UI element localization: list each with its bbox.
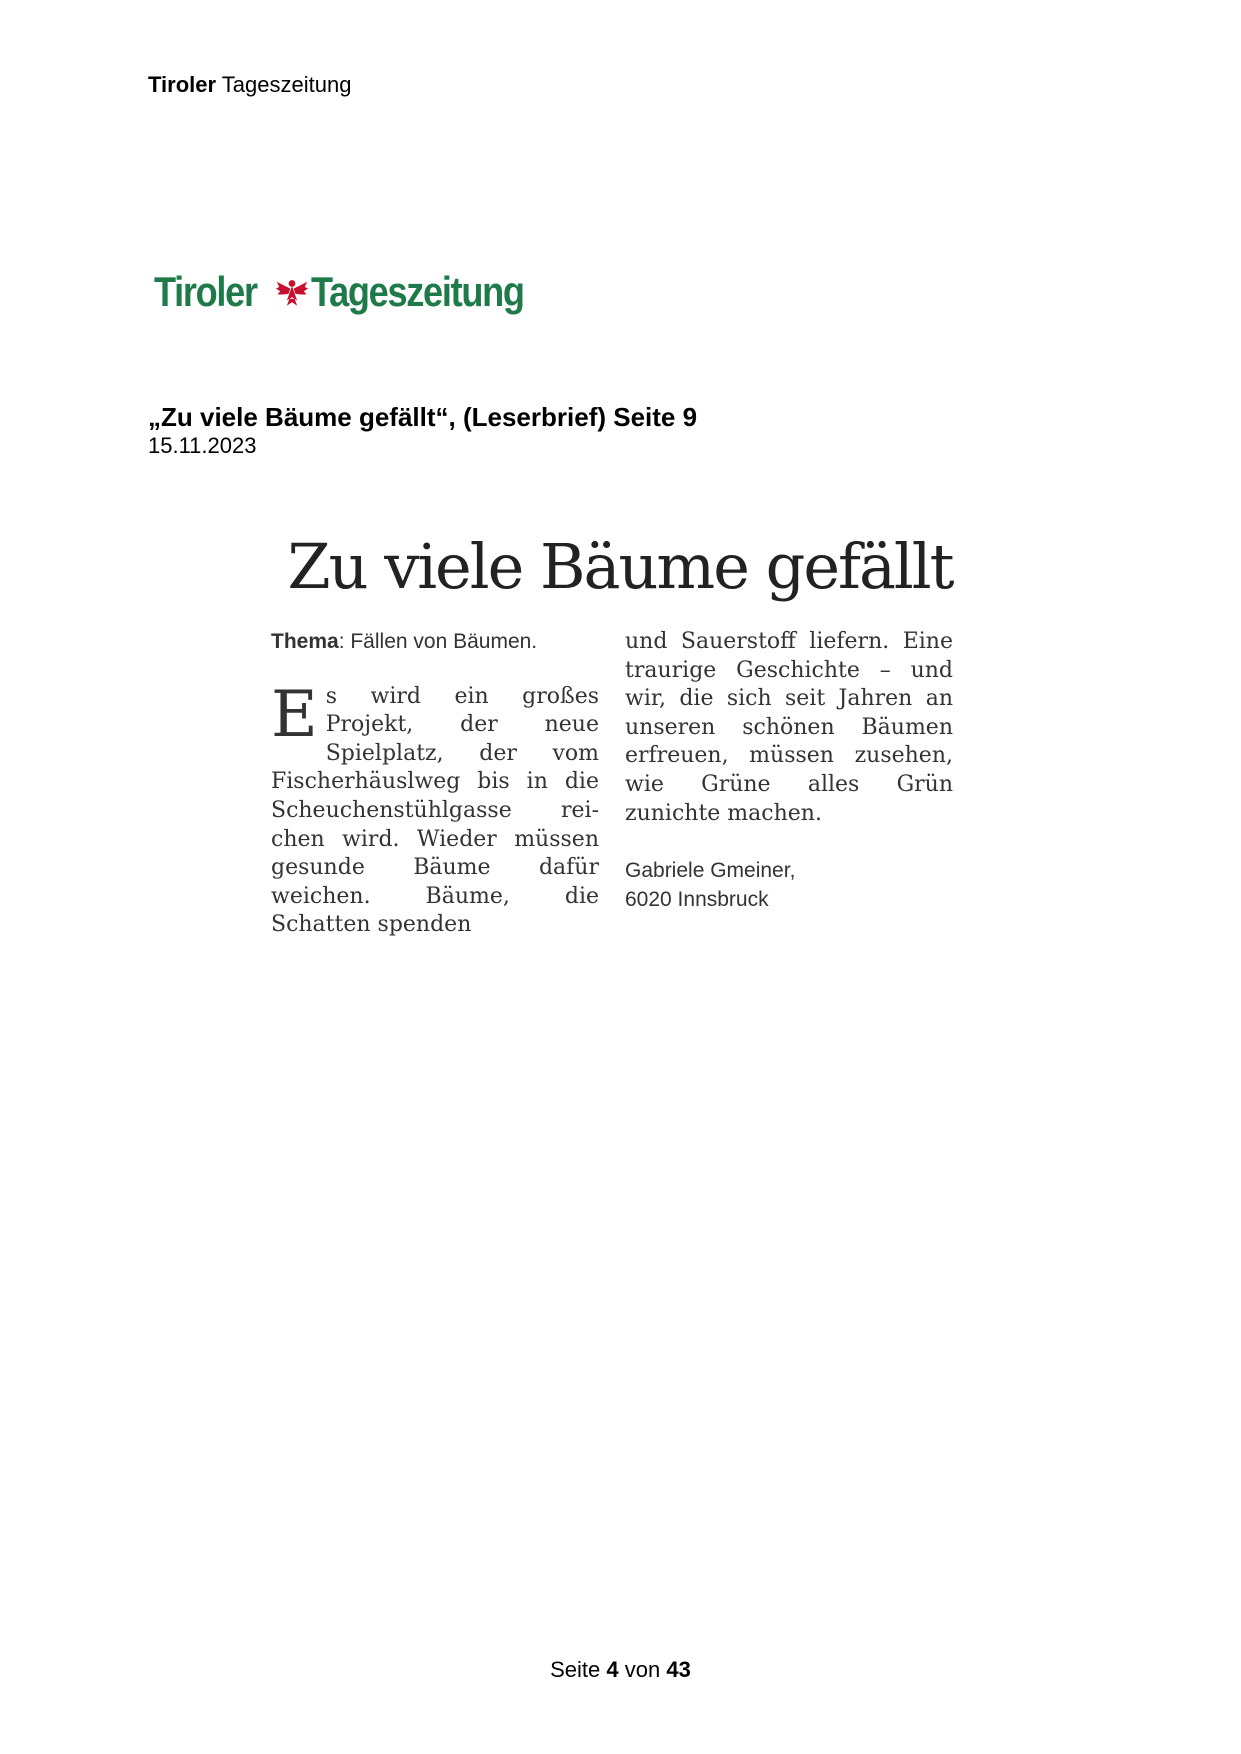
current-page: 4: [606, 1657, 619, 1682]
page-of: von: [624, 1657, 661, 1682]
author-signature: [625, 856, 953, 914]
topic-label: Thema: [271, 630, 339, 653]
body-text-left: s wird ein großes Projekt, der neue Spielplatz, der vom Fischerhäuslweg bis in die Scheuchenstühlgasse reichen wird. Wieder müssen gesunde Bäume dafür weichen. Bäume, die Schatten spenden: [271, 683, 599, 938]
author-name: Gabriele Gmeiner,: [625, 859, 796, 883]
article-column-right: [625, 628, 953, 914]
page-prefix: Seite: [550, 1657, 601, 1682]
document-date: 15.11.2023: [148, 433, 257, 458]
publication-name-rest: Tageszeitung: [221, 72, 352, 97]
logo-word-1: Tiroler: [154, 268, 257, 315]
newspaper-logo: [154, 262, 559, 322]
body-text-right: und Sauerstoff liefern. Eine traurige Geschichte – und wir, die sich seit Jahren an unseren schönen Bäumen erfreuen, müssen zusehen, wie Grüne alles Grün zunichte machen.: [625, 629, 953, 826]
tyrolean-eagle-icon: [275, 275, 309, 309]
page-number-footer: [0, 1657, 1241, 1683]
author-location: 6020 Innsbruck: [625, 888, 769, 912]
drop-cap: E: [271, 677, 318, 752]
article-topic: [271, 628, 599, 657]
article-column-left: [271, 628, 599, 940]
document-title: „Zu viele Bäume gefällt“, (Leserbrief) Seite 9: [148, 402, 698, 432]
article-body-left: [271, 677, 599, 940]
total-pages: 43: [666, 1657, 691, 1682]
publication-name-bold: Tiroler: [148, 72, 217, 97]
logo-word-2: Tageszeitung: [311, 268, 525, 315]
topic-text: : Fällen von Bäumen.: [338, 630, 538, 653]
publication-header: [148, 72, 351, 98]
article-headline: Zu viele Bäume gefällt: [287, 530, 953, 603]
